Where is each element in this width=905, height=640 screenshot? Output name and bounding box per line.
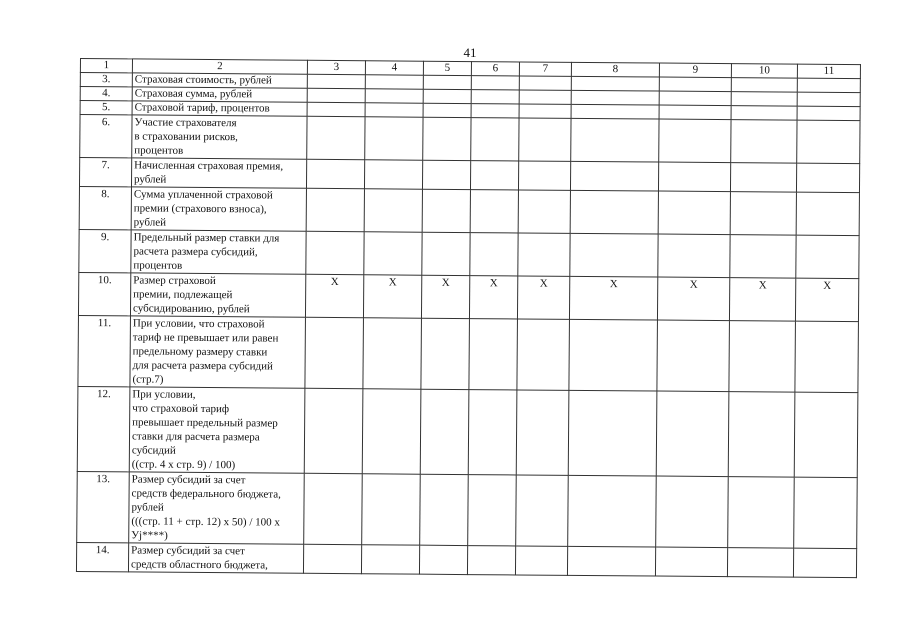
table-cell (306, 159, 364, 188)
page-number: 41 (463, 45, 477, 60)
table-cell (731, 78, 797, 93)
row-number: 8. (79, 186, 131, 229)
row-number: 5. (80, 101, 132, 115)
table-cell (362, 474, 421, 545)
table-cell (306, 231, 364, 274)
table-cell (471, 90, 519, 104)
table-cell (471, 118, 519, 161)
table-cell (727, 548, 793, 578)
table-cell (304, 473, 363, 544)
table-cell (568, 475, 657, 547)
table-cell (307, 74, 365, 88)
table-cell (797, 78, 860, 92)
row-label: Сумма уплаченной страховой премии (страхового взноса), рублей (131, 187, 306, 231)
table-cell (470, 190, 518, 233)
table-cell (731, 92, 797, 107)
row-number: 9. (79, 229, 131, 272)
table-cell (656, 391, 729, 477)
column-header: 11 (797, 64, 860, 78)
table-cell (303, 544, 361, 573)
table-cell (519, 118, 571, 161)
table-cell (656, 476, 729, 548)
table-cell (468, 390, 517, 475)
table-cell: X (517, 276, 569, 319)
table-cell (471, 104, 519, 118)
table-row (79, 229, 859, 278)
table-cell (793, 548, 856, 577)
table-cell (796, 163, 859, 192)
table-cell (422, 160, 470, 189)
table-cell (307, 116, 365, 159)
row-number: 7. (79, 158, 131, 187)
table-cell (420, 474, 469, 545)
table-cell (517, 319, 570, 390)
table-cell (470, 161, 518, 190)
table-cell (516, 475, 569, 546)
table-cell (569, 319, 658, 391)
table-cell (516, 390, 569, 475)
table-cell (515, 546, 567, 575)
row-label: Размер страховой премии, подлежащей субсидированию, рублей (130, 273, 305, 317)
table-cell (419, 545, 467, 574)
table-cell (570, 161, 658, 191)
table-cell (659, 77, 731, 92)
table-cell (728, 477, 795, 549)
table-cell (468, 475, 517, 546)
table-cell (364, 189, 422, 232)
table-cell (305, 317, 364, 388)
table-cell (731, 120, 797, 164)
row-label: Размер субсидий за счет средств областного бюджета, (128, 543, 303, 573)
row-label: Начисленная страховая премия, рублей (131, 158, 306, 188)
table-cell (570, 190, 658, 234)
table-cell: X (469, 276, 517, 319)
column-header: 2 (132, 59, 307, 74)
table-cell (796, 235, 859, 278)
table-cell (364, 160, 422, 189)
table-cell (794, 477, 858, 548)
table-cell (423, 75, 471, 89)
table-cell (519, 104, 571, 118)
table-cell (361, 545, 419, 574)
column-header: 6 (471, 62, 519, 76)
row-label: Размер субсидий за счет средств федерального бюджета, рублей (((стр. 11 + стр. 12) х 50) / 100 х Уj****) (129, 472, 305, 544)
table-cell (571, 104, 659, 119)
table-cell: X (657, 277, 729, 321)
table-cell (729, 321, 796, 393)
subsidy-calculation-table (76, 58, 861, 578)
table-cell (423, 103, 471, 117)
table-cell (659, 119, 731, 163)
table-cell (567, 546, 655, 576)
table-cell: X (363, 275, 421, 318)
table-cell (658, 234, 730, 278)
table-cell (365, 75, 423, 89)
column-header: 1 (80, 59, 132, 73)
table-cell: X (421, 275, 469, 318)
table-cell: X (305, 274, 363, 317)
row-label: Страховая стоимость, рублей (132, 73, 307, 88)
table-row (79, 186, 859, 235)
table-cell (730, 235, 796, 279)
table-cell (423, 89, 471, 103)
row-number: 10. (78, 272, 130, 315)
row-number: 14. (76, 542, 128, 571)
table-cell (467, 546, 515, 575)
row-label: При условии, что страховой тариф превышает предельный размер ставки для расчета размера субсидий ((стр. 4 х стр. 9) / 100) (129, 387, 305, 473)
table-cell (420, 389, 469, 474)
table-cell (797, 120, 860, 163)
table-cell: X (795, 278, 858, 321)
table-cell (568, 390, 657, 476)
table-cell (518, 233, 570, 276)
table-row (76, 542, 856, 577)
row-number: 4. (80, 87, 132, 101)
table-cell (306, 188, 364, 231)
table-cell (365, 117, 423, 160)
table-cell (571, 90, 659, 105)
table-cell (730, 163, 796, 193)
table-cell (570, 233, 658, 277)
table-cell (571, 118, 659, 162)
row-label: Участие страхователя в страховании рисков, процентов (132, 115, 307, 159)
table-cell (657, 320, 730, 392)
table-cell (422, 232, 470, 275)
table-cell (423, 117, 471, 160)
row-number: 6. (80, 115, 132, 158)
table-row (80, 115, 860, 164)
row-number: 13. (77, 471, 130, 542)
column-header: 4 (365, 61, 423, 75)
table-cell (655, 547, 727, 577)
column-header: 10 (731, 64, 797, 79)
table-row (78, 272, 858, 321)
column-header: 8 (571, 62, 659, 77)
table-container (76, 58, 861, 578)
table-cell (469, 319, 518, 390)
column-header: 5 (423, 61, 471, 75)
table-cell (519, 90, 571, 104)
table-cell (728, 392, 795, 478)
table-cell (518, 190, 570, 233)
column-header: 7 (519, 62, 571, 76)
table-cell (795, 321, 859, 392)
table-row (78, 315, 859, 392)
table-cell: X (729, 278, 795, 322)
row-label: Страховой тариф, процентов (132, 101, 307, 116)
table-row (77, 471, 858, 548)
table-cell (304, 388, 363, 473)
table-cell (658, 162, 730, 192)
row-label: Предельный размер ставки для расчета размера субсидий, процентов (131, 230, 306, 274)
column-header: 3 (307, 60, 365, 74)
row-label: При условии, что страховой тариф не превышает или равен предельному размеру ставки для расчета размера субсидий (стр.7) (130, 316, 306, 388)
table-body (76, 73, 860, 578)
table-cell (422, 189, 470, 232)
row-label: Страховая сумма, рублей (132, 87, 307, 102)
table-row (77, 386, 858, 477)
table-cell (797, 92, 860, 106)
table-cell (470, 233, 518, 276)
table-cell (796, 192, 859, 235)
table-cell (519, 76, 571, 90)
table-cell (365, 103, 423, 117)
table-cell (659, 105, 731, 120)
table-cell (307, 88, 365, 102)
column-header: 9 (659, 63, 731, 78)
table-cell (731, 106, 797, 121)
row-number: 12. (77, 386, 130, 471)
table-cell (658, 191, 730, 235)
row-number: 11. (78, 315, 131, 386)
table-cell (363, 318, 422, 389)
table-cell (730, 192, 796, 236)
table-cell (307, 102, 365, 116)
table-cell (794, 392, 858, 477)
table-cell (518, 161, 570, 190)
table-cell (364, 232, 422, 275)
table-cell (421, 318, 470, 389)
table-cell (471, 76, 519, 90)
row-number: 3. (80, 73, 132, 87)
table-cell: X (569, 276, 657, 320)
table-cell (659, 91, 731, 106)
table-cell (797, 106, 860, 120)
table-cell (571, 76, 659, 91)
table-cell (362, 389, 421, 474)
table-cell (365, 89, 423, 103)
